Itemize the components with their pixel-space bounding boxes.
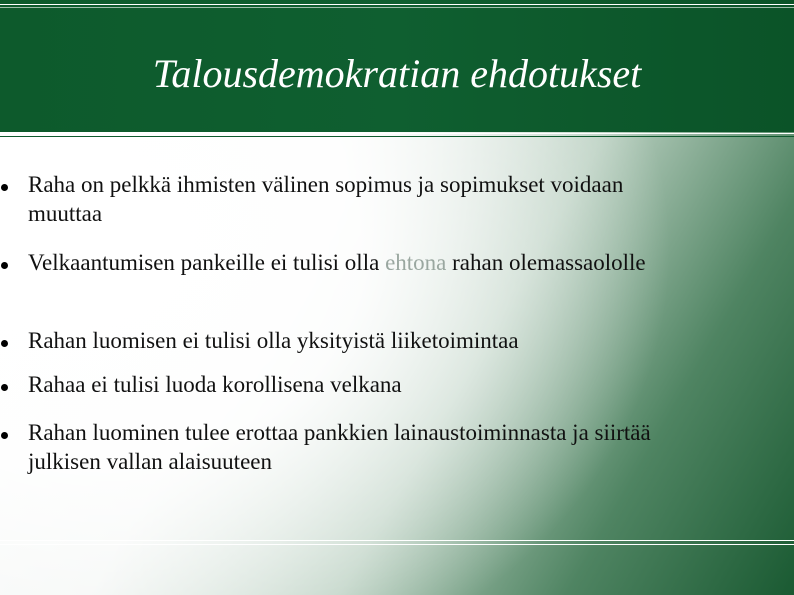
bullet-text-part: Velkaantumisen pankeille ei tulisi olla: [28, 250, 386, 275]
bottom-rule-thin: [0, 544, 794, 545]
bullet-text: [28, 248, 698, 277]
bullet-dot-icon: [1, 384, 8, 391]
bottom-rule: [0, 540, 794, 541]
bullet-dot-icon: [1, 340, 8, 347]
bullet-text-part: rahan olemassaololle: [446, 250, 646, 275]
top-rule: [0, 4, 794, 5]
slide-title: Talousdemokratian ehdotukset: [152, 51, 642, 96]
bullet-text: Rahan luomisen ei tulisi olla yksityistä liiketoimintaa: [28, 328, 519, 353]
top-rule-thin: [0, 7, 794, 8]
bullet-dot-icon: [1, 262, 8, 269]
bullet-text-faint: ehtona: [385, 250, 447, 275]
bullet-text: Rahan luominen tulee erottaa pankkien lainaustoiminnasta ja siirtää julkisen vallan alaisuuteen: [28, 420, 651, 474]
title-divider: [0, 133, 794, 134]
bullet-text: Raha on pelkkä ihmisten välinen sopimus ja sopimukset voidaan muuttaa: [28, 172, 624, 226]
bullet-dot-icon: [1, 184, 8, 191]
title-divider-thin: [0, 136, 794, 137]
bullet-text: Rahaa ei tulisi luoda korollisena velkana: [28, 372, 402, 397]
bullet-dot-icon: [1, 432, 8, 439]
title-band: [0, 0, 794, 132]
